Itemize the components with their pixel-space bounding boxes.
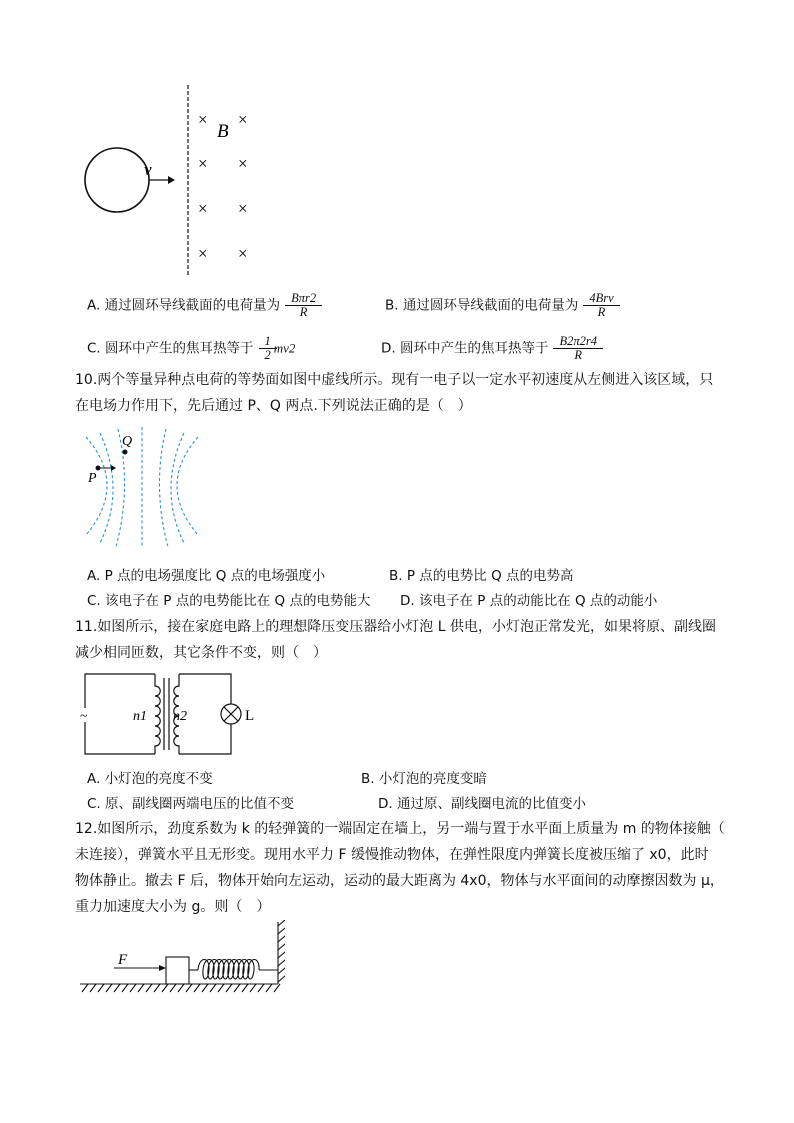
field-cross: × <box>198 110 208 129</box>
q11-option-b: B. 小灯泡的亮度变暗 <box>361 771 487 787</box>
field-cross: × <box>198 244 208 263</box>
q10-stem: 10.两个等量异种点电荷的等势面如图中虚线所示。现有一电子以一定水平初速度从左侧进入该区域，只在电场力作用下，先后通过 P、Q 两点.下列说法正确的是（ ） <box>75 372 714 414</box>
label-n2: n2 <box>173 709 187 724</box>
q12-line-4: 重力加速度大小为 g。则（ ） <box>75 899 271 915</box>
velocity-label: v <box>144 160 152 179</box>
q10-option-c: C. 该电子在 P 点的电势能比在 Q 点的电势能大 <box>87 593 371 609</box>
transformer-figure <box>75 668 275 760</box>
spring-block-figure <box>78 920 293 995</box>
q10-option-a: A. P 点的电场强度比 Q 点的电场强度小 <box>87 568 326 584</box>
field-cross: × <box>198 199 208 218</box>
metal-ring <box>85 148 149 212</box>
q9-option-c: C. 圆环中产生的焦耳热等于 $\frac{1}{2}$ mv2 <box>87 334 296 362</box>
q12-line-1: 12.如图所示，劲度系数为 k 的轻弹簧的一端固定在墙上，另一端与置于水平面上质量为 m 的物体接触（ <box>75 821 725 837</box>
q10-option-d: D. 该电子在 P 点的动能比在 Q 点的动能小 <box>400 593 658 609</box>
field-label: B <box>217 121 229 142</box>
field-cross: × <box>238 244 248 263</box>
equipotential-figure <box>78 425 218 555</box>
field-cross: × <box>238 154 248 173</box>
field-cross: × <box>238 110 248 129</box>
q9-option-d: D. 圆环中产生的焦耳热等于 $\frac{B2\pi 2r4}{R}$ <box>381 335 600 362</box>
point-q <box>123 450 128 455</box>
q12-line-3: 物体静止。撤去 F 后，物体开始向左运动，运动的最大距离为 4x0，物体与水平面间的动摩擦因数为 μ， <box>75 873 724 889</box>
q9-option-a: A. 通过圆环导线截面的电荷量为 $\frac{\text{Bπr2}}{R}$ <box>87 292 319 319</box>
q11-stem: 11.如图所示，接在家庭电路上的理想降压变压器给小灯泡 L 供电，小灯泡正常发光，如果将原、副线圈减少相同匝数，其它条件不变，则（ ） <box>75 619 716 661</box>
magnetic-field-figure <box>80 80 280 280</box>
label-q: Q <box>122 434 133 449</box>
label-n1: n1 <box>133 709 147 724</box>
ac-source-icon: ~ <box>80 709 88 724</box>
q11-option-a: A. 小灯泡的亮度不变 <box>87 771 213 787</box>
label-f: F <box>118 952 128 968</box>
q9-option-b: B. 通过圆环导线截面的电荷量为 $\frac{\text{4Brv}}{R}$ <box>385 292 617 319</box>
label-l: L <box>245 708 255 724</box>
q11-option-d: D. 通过原、副线圈电流的比值变小 <box>378 796 586 812</box>
block <box>166 957 189 984</box>
q11-option-c: C. 原、副线圈两端电压的比值不变 <box>87 796 295 812</box>
field-cross: × <box>238 199 248 218</box>
field-cross: × <box>198 154 208 173</box>
label-p: P <box>88 471 97 486</box>
q10-option-b: B. P 点的电势比 Q 点的电势高 <box>389 568 574 584</box>
q12-line-2: 未连接），弹簧水平且无形变。现用水平力 F 缓慢推动物体，在弹性限度内弹簧长度被压缩了 x0，此时 <box>75 847 709 863</box>
